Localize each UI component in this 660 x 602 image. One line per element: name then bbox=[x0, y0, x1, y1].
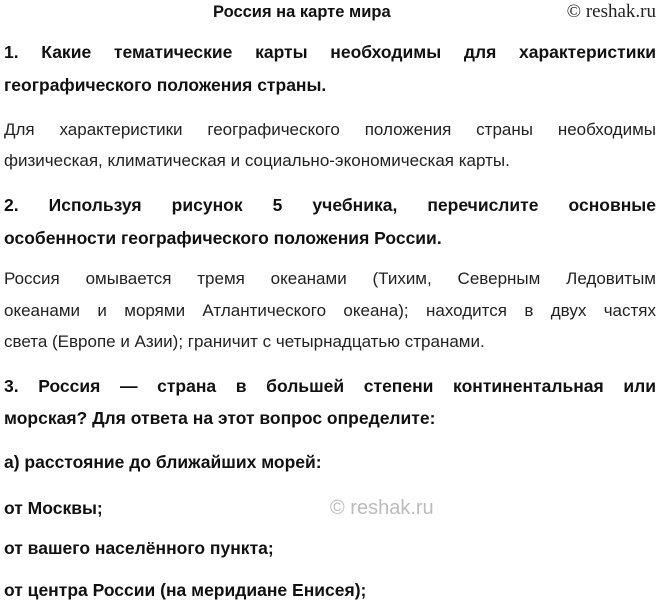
question-3-item-moscow: от Москвы; bbox=[4, 498, 103, 518]
watermark: © reshak.ru bbox=[330, 497, 434, 519]
page-title: Россия на карте мира bbox=[213, 3, 391, 21]
question-3-subtask-a: а) расстояние до ближайших морей: bbox=[4, 452, 322, 472]
answer-2-line-2: океанами и морями Атлантического океана); находится в двух частях bbox=[4, 301, 656, 320]
answer-1-line-1: Для характеристики географического положения страны необходимы bbox=[4, 120, 656, 139]
question-3-line-1: 3. Россия — страна в большей степени континентальная или bbox=[4, 376, 656, 396]
question-3-item-center: от центра России (на меридиане Енисея); bbox=[4, 580, 367, 600]
question-2-line-1: 2. Используя рисунок 5 учебника, перечислите основные bbox=[4, 195, 656, 215]
answer-2-line-1: Россия омывается тремя океанами (Тихим, Северным Ледовитым bbox=[4, 269, 656, 288]
question-1-line-1: 1. Какие тематические карты необходимы для характеристики bbox=[4, 42, 656, 62]
question-2-line-2: особенности географического положения России. bbox=[4, 228, 442, 248]
copyright-label: © reshak.ru bbox=[566, 1, 656, 22]
question-1-line-2: географического положения страны. bbox=[4, 75, 327, 95]
question-3-item-settlement: от вашего населённого пункта; bbox=[4, 538, 274, 558]
question-3-line-2: морская? Для ответа на этот вопрос определите: bbox=[4, 408, 436, 428]
answer-1-line-2: физическая, климатическая и социально-экономическая карты. bbox=[4, 151, 510, 170]
answer-2-line-3: света (Европе и Азии); граничит с четырнадцатью странами. bbox=[4, 332, 485, 351]
